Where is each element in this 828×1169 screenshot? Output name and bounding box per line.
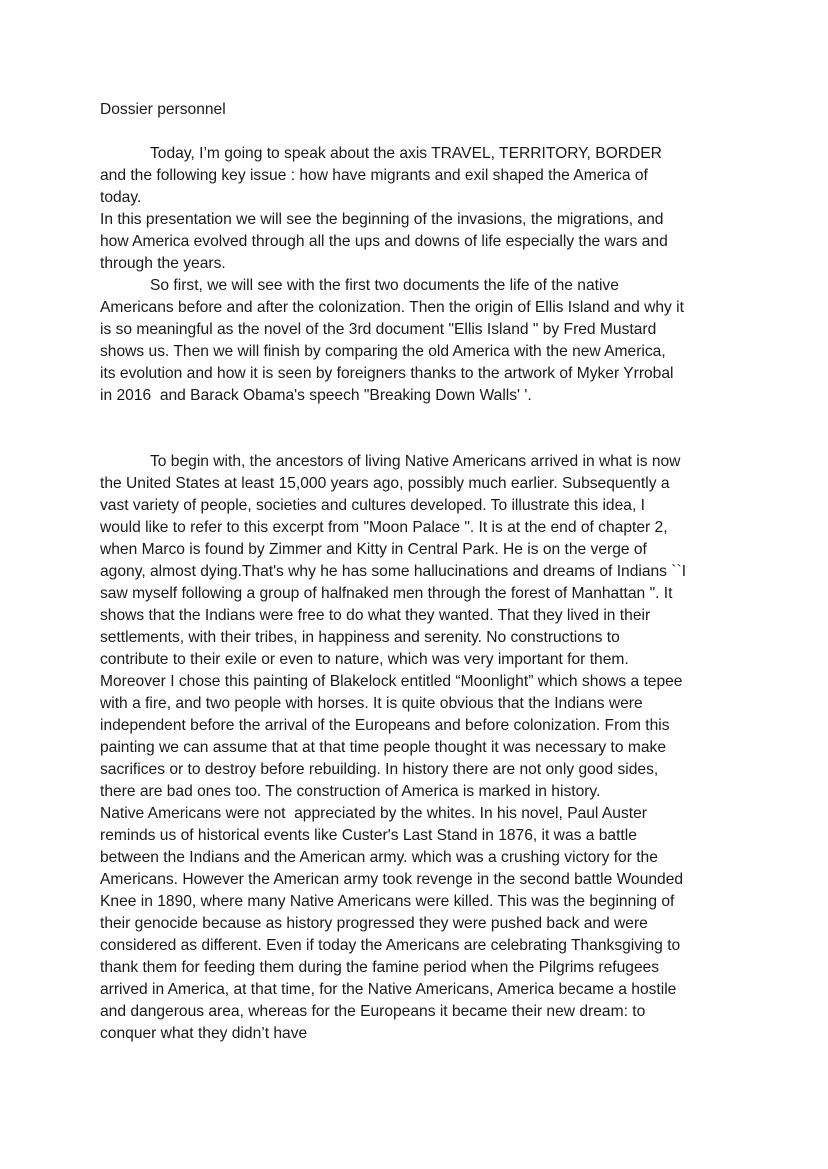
text-line: reminds us of historical events like Custer's Last Stand in 1876, it was a battle	[100, 827, 637, 844]
text-line: agony, almost dying.That's why he has some hallucinations and dreams of Indians ``I	[100, 563, 687, 580]
text-line: today.	[100, 189, 142, 206]
text-line: with a fire, and two people with horses. It is quite obvious that the Indians were	[100, 695, 643, 712]
text-line: when Marco is found by Zimmer and Kitty in Central Park. He is on the verge of	[100, 541, 647, 558]
text-line: settlements, with their tribes, in happiness and serenity. No constructions to	[100, 629, 620, 646]
text-line: considered as different. Even if today the Americans are celebrating Thanksgiving to	[100, 937, 681, 954]
text-line: Americans. However the American army took revenge in the second battle Wounded	[100, 871, 684, 888]
blank-line	[100, 121, 740, 143]
text-line: shows that the Indians were free to do what they wanted. That they lived in their	[100, 607, 651, 624]
text-line: arrived in America, at that time, for the Native Americans, America became a hostile	[100, 981, 677, 998]
text-line: thank them for feeding them during the famine period when the Pilgrims refugees	[100, 959, 660, 976]
text-line: sacrifices or to destroy before rebuilding. In history there are not only good sides,	[100, 761, 659, 778]
text-line: painting we can assume that at that time people thought it was necessary to make	[100, 739, 667, 756]
text-line: would like to refer to this excerpt from "Moon Palace ". It is at the end of chapter 2,	[100, 519, 668, 536]
text-line: and dangerous area, whereas for the Europeans it became their new dream: to	[100, 1003, 646, 1020]
text-line: there are bad ones too. The construction of America is marked in history.	[100, 783, 601, 800]
text-line: its evolution and how it is seen by foreigners thanks to the artwork of Myker Yrrobal	[100, 365, 674, 382]
text-line: the United States at least 15,000 years ago, possibly much earlier. Subsequently a	[100, 475, 670, 492]
text-line: independent before the arrival of the Europeans and before colonization. From this	[100, 717, 670, 734]
text-line: Knee in 1890, where many Native Americans were killed. This was the beginning of	[100, 893, 675, 910]
text-line: contribute to their exile or even to nature, which was very important for them.	[100, 651, 629, 668]
text-line: To begin with, the ancestors of living Native Americans arrived in what is now	[150, 453, 681, 470]
text-line: between the Indians and the American army. which was a crushing victory for the	[100, 849, 658, 866]
text-line: In this presentation we will see the beginning of the invasions, the migrations, and	[100, 211, 664, 228]
body-section	[100, 451, 740, 1045]
text-line: conquer what they didn’t have	[100, 1025, 308, 1042]
text-line: is so meaningful as the novel of the 3rd document "Ellis Island " by Fred Mustard	[100, 321, 657, 338]
blank-line	[100, 429, 740, 451]
text-line: vast variety of people, societies and cultures developed. To illustrate this idea, I	[100, 497, 645, 514]
text-line: So first, we will see with the first two documents the life of the native	[150, 277, 619, 294]
text-line: Native Americans were not appreciated by the whites. In his novel, Paul Auster	[100, 805, 647, 822]
blank-line	[100, 407, 740, 429]
text-line: how America evolved through all the ups and downs of life especially the wars and	[100, 233, 668, 250]
text-line: shows us. Then we will finish by comparing the old America with the new America,	[100, 343, 666, 360]
document-page	[100, 99, 740, 1045]
intro-section	[100, 143, 740, 407]
text-line: saw myself following a group of halfnaked men through the forest of Manhattan ". It	[100, 585, 673, 602]
text-line: through the years.	[100, 255, 226, 272]
text-line: in 2016 and Barack Obama's speech "Breaking Down Walls' '.	[100, 387, 532, 404]
document-title: Dossier personnel	[100, 101, 226, 118]
text-line: Today, I’m going to speak about the axis TRAVEL, TERRITORY, BORDER	[150, 145, 662, 162]
text-line: Moreover I chose this painting of Blakelock entitled “Moonlight” which shows a tepee	[100, 673, 683, 690]
text-line: and the following key issue : how have migrants and exil shaped the America of	[100, 167, 648, 184]
text-line: Americans before and after the colonization. Then the origin of Ellis Island and why it	[100, 299, 684, 316]
text-line: their genocide because as history progressed they were pushed back and were	[100, 915, 648, 932]
